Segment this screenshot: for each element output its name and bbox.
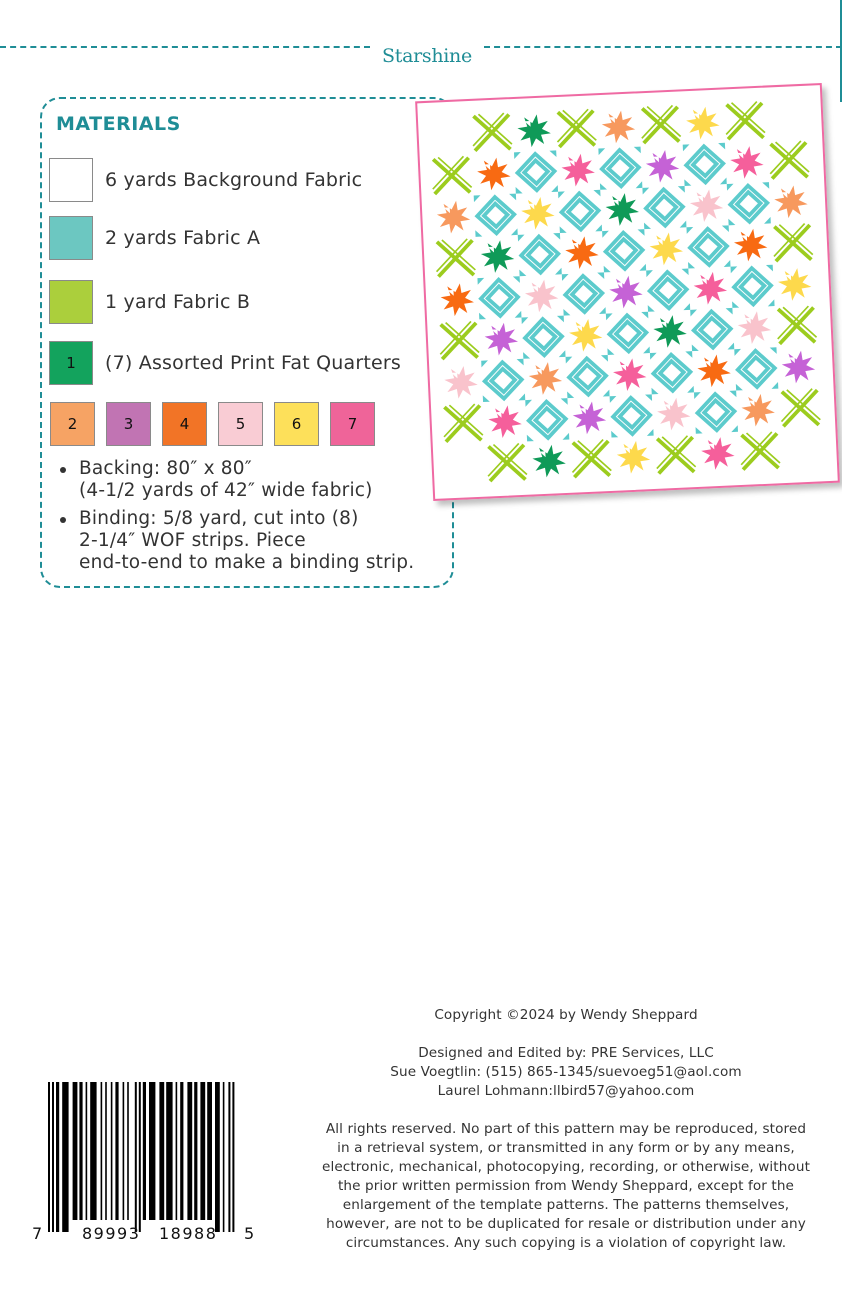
material-item-fat-quarters [49, 341, 401, 385]
barcode-left-digits: 89993 [82, 1224, 141, 1243]
rights-line: in a retrieval system, or transmitted in any form or by any means, [337, 1140, 795, 1156]
fabric-swatch-print-4: 4 [162, 402, 207, 446]
fabric-swatch-background [49, 158, 93, 202]
barcode-number-system: 7 [32, 1224, 44, 1243]
header-dashed-rule-left [0, 46, 370, 48]
contact-line-1: Sue Voegtlin: (515) 865-1345/suevoeg51@aol.com [390, 1064, 742, 1080]
fabric-swatch-a [49, 216, 93, 260]
material-label: (7) Assorted Print Fat Quarters [105, 352, 401, 374]
material-item-fabric-b [49, 280, 250, 324]
fabric-swatch-print-3: 3 [106, 402, 151, 446]
fabric-swatch-print-1: 1 [49, 341, 93, 385]
materials-notes-list [58, 458, 414, 580]
contact-line-2: Laurel Lohmann:llbird57@yahoo.com [437, 1083, 695, 1099]
copyright-line: Copyright ©2024 by Wendy Sheppard [434, 1007, 698, 1023]
material-label: 1 yard Fabric B [105, 291, 251, 313]
fabric-swatch-print-2: 2 [50, 402, 95, 446]
fabric-swatch-print-5: 5 [218, 402, 263, 446]
header-dashed-rule-right [484, 46, 842, 48]
note-backing: Backing: 80″ x 80″ (4-1/2 yards of 42″ wide fabric) [58, 458, 414, 502]
copyright-block [300, 1006, 832, 1025]
material-item-fabric-a [49, 216, 260, 260]
rights-line: electronic, mechanical, photocopying, recording, or otherwise, without [321, 1159, 810, 1175]
print-swatch-row [50, 402, 375, 446]
rights-line: circumstances. Any such copying is a violation of copyright law. [345, 1235, 787, 1251]
materials-heading: MATERIALS [56, 113, 181, 135]
rights-line: enlargement of the template patterns. The patterns themselves, [342, 1197, 790, 1213]
fabric-swatch-print-6: 6 [274, 402, 319, 446]
designed-by-line: Designed and Edited by: PRE Services, LLC [418, 1045, 714, 1061]
material-label: 6 yards Background Fabric [105, 169, 363, 191]
material-item-background [49, 158, 362, 202]
designer-block [300, 1044, 832, 1101]
pattern-title: Starshine [382, 44, 472, 67]
rights-block [300, 1120, 832, 1253]
rights-line: however, are not to be duplicated for resale or distribution under any [326, 1216, 806, 1232]
rights-line: the prior written permission from Wendy Sheppard, except for the [337, 1178, 794, 1194]
upc-barcode [14, 1078, 254, 1248]
quilt-image [428, 98, 824, 487]
quilt-illustration [415, 83, 840, 501]
barcode-check-digit: 5 [244, 1224, 256, 1243]
fabric-swatch-b [49, 280, 93, 324]
rights-line: All rights reserved. No part of this pattern may be reproduced, stored [325, 1121, 807, 1137]
fabric-swatch-print-7: 7 [330, 402, 375, 446]
note-binding: Binding: 5/8 yard, cut into (8) 2-1/4″ WOF strips. Piece end-to-end to make a binding strip. [58, 508, 414, 574]
barcode-right-digits: 18988 [159, 1224, 218, 1243]
material-label: 2 yards Fabric A [105, 227, 261, 249]
